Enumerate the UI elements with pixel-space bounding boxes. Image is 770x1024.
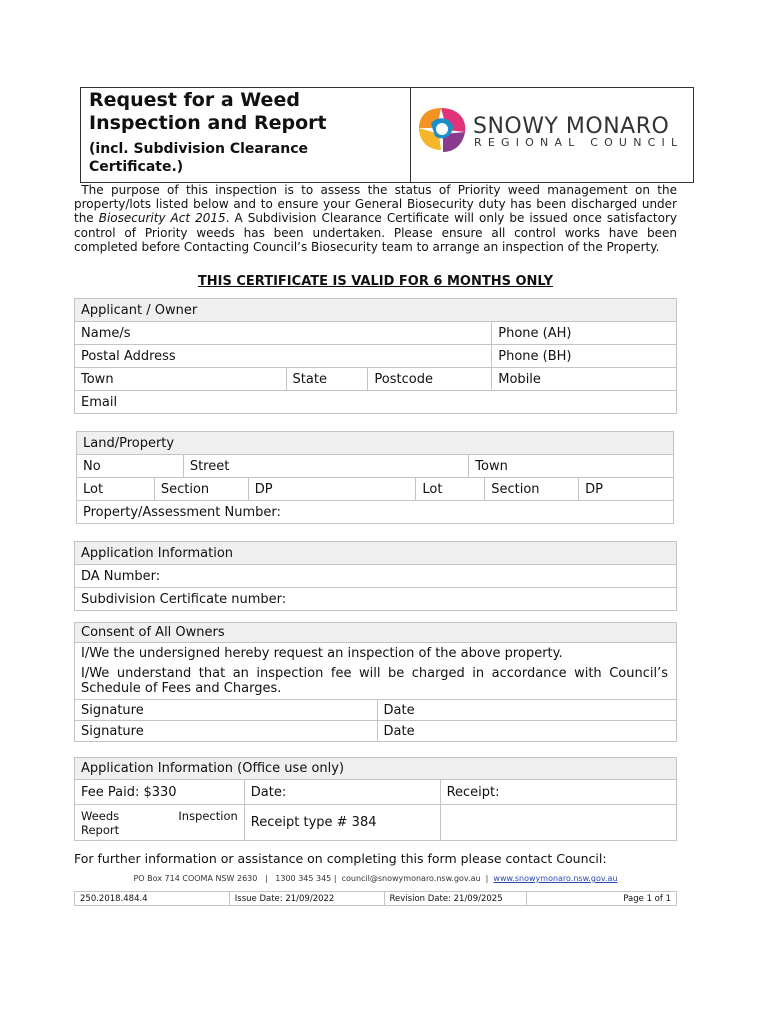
land-heading: Land/Property bbox=[77, 432, 674, 455]
applicant-heading: Applicant / Owner bbox=[75, 299, 677, 322]
title-line-2: Inspection and Report bbox=[89, 112, 327, 134]
council-logo-icon bbox=[417, 106, 467, 154]
signature-field-1[interactable]: Signature bbox=[75, 700, 378, 721]
date-field-1[interactable]: Date bbox=[377, 700, 676, 721]
title-line-1: Request for a Weed bbox=[89, 89, 300, 111]
revision-date: Revision Date: 21/09/2025 bbox=[384, 892, 527, 906]
da-number-field[interactable]: DA Number: bbox=[75, 565, 677, 588]
street-number-field[interactable]: No bbox=[77, 455, 184, 478]
office-date-field[interactable]: Date: bbox=[244, 780, 440, 805]
office-blank-cell[interactable] bbox=[440, 805, 676, 841]
form-header bbox=[80, 87, 694, 183]
weeds-inspection-report-label bbox=[75, 805, 245, 841]
land-town-field[interactable]: Town bbox=[469, 455, 674, 478]
signature-field-2[interactable]: Signature bbox=[75, 721, 378, 742]
names-field[interactable]: Name/s bbox=[75, 322, 492, 345]
section-field-1[interactable]: Section bbox=[154, 478, 248, 501]
validity-notice: THIS CERTIFICATE IS VALID FOR 6 MONTHS ONLY bbox=[197, 274, 554, 289]
document-number: 250.2018.484.4 bbox=[75, 892, 230, 906]
logo-wordmark: SNOWY MONARO bbox=[473, 114, 670, 139]
phone-bh-field[interactable]: Phone (BH) bbox=[492, 345, 677, 368]
footer-address bbox=[74, 874, 677, 883]
property-number-field[interactable]: Property/Assessment Number: bbox=[77, 501, 674, 524]
form-title bbox=[89, 89, 327, 135]
receipt-type: Receipt type # 384 bbox=[244, 805, 440, 841]
intro-act: Biosecurity Act 2015 bbox=[98, 211, 226, 226]
consent-heading: Consent of All Owners bbox=[75, 623, 677, 643]
weeds-word: Weeds bbox=[81, 808, 120, 823]
intro-part-1: The purpose of this inspection is to assess the status of Priority weed management on the property/lots listed below and to ensure your General Biosecurity duty has been discharged under the bbox=[74, 183, 677, 226]
footer-address-text: PO Box 714 COOMA NSW 2630 | 1300 345 345 | council@snowymonaro.nsw.gov.au | bbox=[133, 874, 494, 883]
intro-part-2: . A Subdivision Clearance Certificate will only be issued once satisfactory control of Priority weeds has been undertaken. Please ensure all control works have been completed before Contacting Council’s Biosecurity team to arrange an inspection of the Property. bbox=[74, 211, 678, 254]
header-divider bbox=[410, 88, 411, 182]
mobile-field[interactable]: Mobile bbox=[492, 368, 677, 391]
subtitle-line-2: Certificate.) bbox=[89, 159, 184, 175]
date-field-2[interactable]: Date bbox=[377, 721, 676, 742]
phone-ah-field[interactable]: Phone (AH) bbox=[492, 322, 677, 345]
dp-field-2[interactable]: DP bbox=[579, 478, 674, 501]
fee-paid: Fee Paid: $330 bbox=[75, 780, 245, 805]
application-heading: Application Information bbox=[75, 542, 677, 565]
document-info-table bbox=[74, 891, 677, 906]
office-heading: Application Information (Office use only) bbox=[75, 758, 677, 780]
postal-address-field[interactable]: Postal Address bbox=[75, 345, 492, 368]
issue-date: Issue Date: 21/09/2022 bbox=[229, 892, 384, 906]
form-subtitle bbox=[89, 140, 308, 176]
intro-paragraph bbox=[74, 183, 677, 254]
application-table bbox=[74, 541, 677, 611]
land-table bbox=[76, 431, 674, 524]
footer-contact: For further information or assistance on completing this form please contact Council: bbox=[74, 851, 607, 866]
lot-field-2[interactable]: Lot bbox=[416, 478, 485, 501]
town-field[interactable]: Town bbox=[75, 368, 287, 391]
postcode-field[interactable]: Postcode bbox=[368, 368, 492, 391]
inspection-word: Inspection bbox=[178, 808, 238, 823]
lot-field-1[interactable]: Lot bbox=[77, 478, 155, 501]
office-table bbox=[74, 757, 677, 841]
street-field[interactable]: Street bbox=[183, 455, 468, 478]
consent-fee-note: I/We understand that an inspection fee will be charged in accordance with Council’s Schedule of Fees and Charges. bbox=[75, 664, 677, 700]
subtitle-line-1: (incl. Subdivision Clearance bbox=[89, 141, 308, 157]
logo-tagline: REGIONAL COUNCIL bbox=[474, 136, 684, 149]
dp-field-1[interactable]: DP bbox=[248, 478, 416, 501]
consent-request: I/We the undersigned hereby request an inspection of the above property. bbox=[75, 643, 677, 664]
email-field[interactable]: Email bbox=[75, 391, 677, 414]
page-number: Page 1 of 1 bbox=[527, 892, 677, 906]
section-field-2[interactable]: Section bbox=[485, 478, 579, 501]
report-word: Report bbox=[81, 822, 120, 837]
consent-table bbox=[74, 622, 677, 742]
receipt-field[interactable]: Receipt: bbox=[440, 780, 676, 805]
website-link[interactable]: www.snowymonaro.nsw.gov.au bbox=[493, 874, 618, 883]
subdivision-certificate-field[interactable]: Subdivision Certificate number: bbox=[75, 588, 677, 611]
state-field[interactable]: State bbox=[286, 368, 368, 391]
applicant-table bbox=[74, 298, 677, 414]
